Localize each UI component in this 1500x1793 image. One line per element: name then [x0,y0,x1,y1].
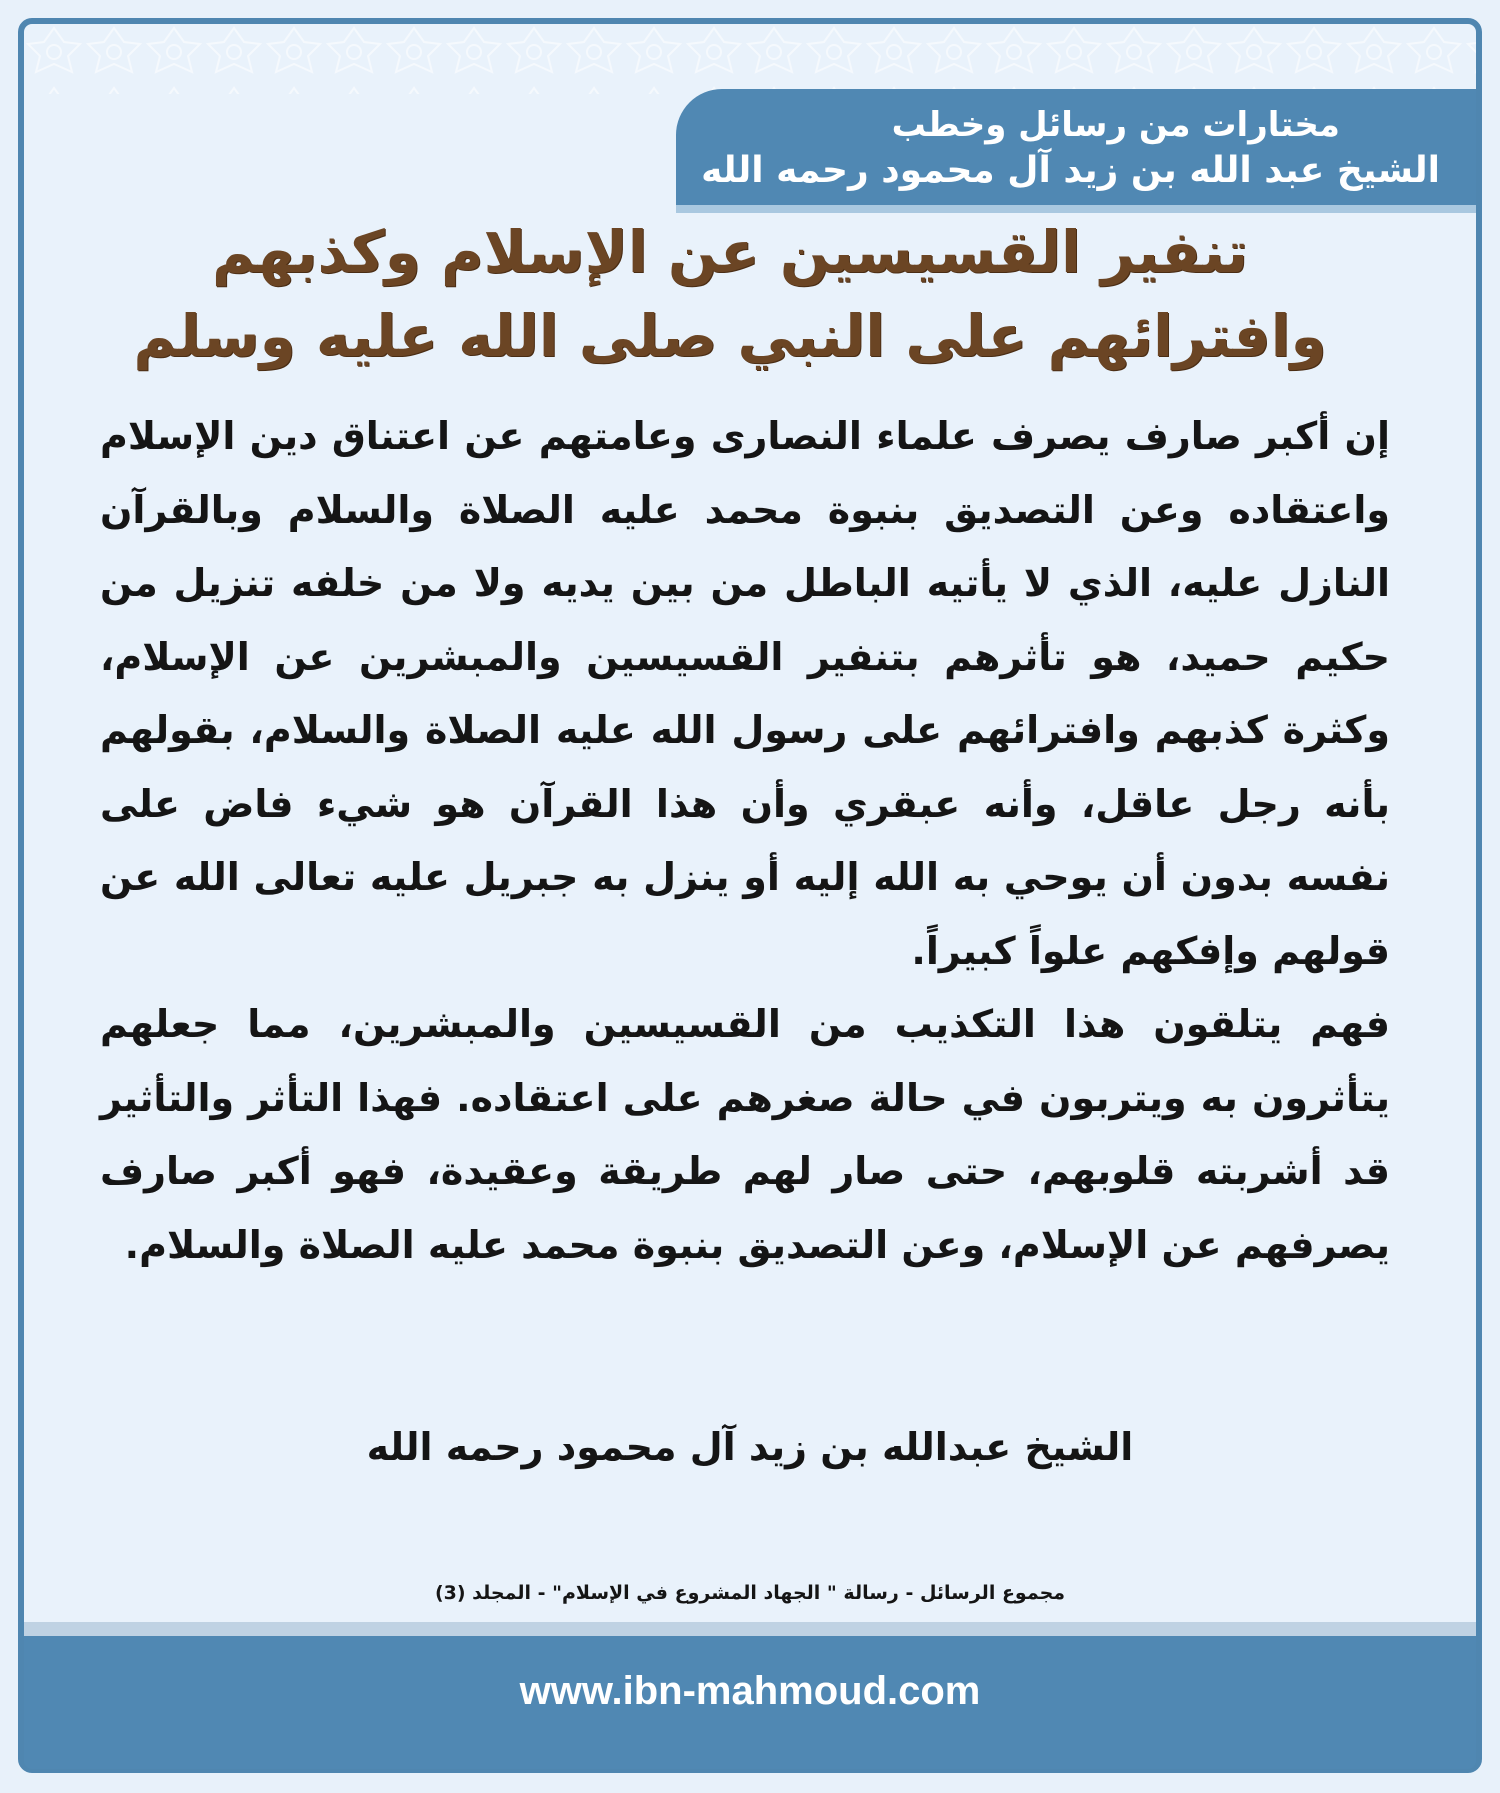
source-citation: مجموع الرسائل - رسالة " الجهاد المشروع في الإسلام" - المجلد (3) [434,1582,1066,1604]
body-paragraph-2: فهم يتلقون هذا التكذيب من القسيسين والمبشرين، مما جعلهم يتأثرون به ويتربون في حالة صغرهم على اعتقاده. فهذا التأثر والتأثير قد أشربته قلوبهم، حتى صار لهم طريقة وعقيدة، فهو أكبر صارف يصرفهم عن الإسلام، وعن التصديق بنبوة محمد عليه الصلاة والسلام. [100,1002,1390,1267]
footer-divider [24,1622,1476,1636]
decorative-pattern [24,24,1476,94]
website-link[interactable]: www.ibn-mahmoud.com [519,1669,981,1713]
body-paragraph-1: إن أكبر صارف يصرف علماء النصارى وعامتهم عن اعتناق دين الإسلام واعتقاده وعن التصديق بنبوة محمد عليه الصلاة والسلام وبالقرآن النازل عليه، الذي لا يأتيه الباطل من بين يديه ولا من خلفه تنزيل من حكيم حميد، هو تأثرهم بتنفير القسيسين والمبشرين عن الإسلام، وكثرة كذبهم وافترائهم على رسول الله عليه الصلاة والسلام، بقولهم بأنه رجل عاقل، وأنه عبقري وأن هذا القرآن هو شيء فاض على نفسه بدون أن يوحي به الله إليه أو ينزل به جبريل عليه تعالى الله عن قولهم وإفكهم علواً كبيراً. [100,414,1390,973]
article-body [100,400,1390,1282]
header-series-title: مختارات من رسائل وخطب [891,105,1340,145]
footer-bar [24,1636,1476,1769]
title-line-2: وافترائهم على النبي صلى الله عليه وسلم [133,302,1327,370]
title-line-1: تنفير القسيسين عن الإسلام وكذبهم [211,218,1248,286]
article-title [60,210,1400,378]
header-author-name: الشيخ عبد الله بن زيد آل محمود رحمه الله [701,150,1440,191]
author-signature: الشيخ عبدالله بن زيد آل محمود رحمه الله [366,1425,1134,1469]
header-banner [676,89,1476,205]
